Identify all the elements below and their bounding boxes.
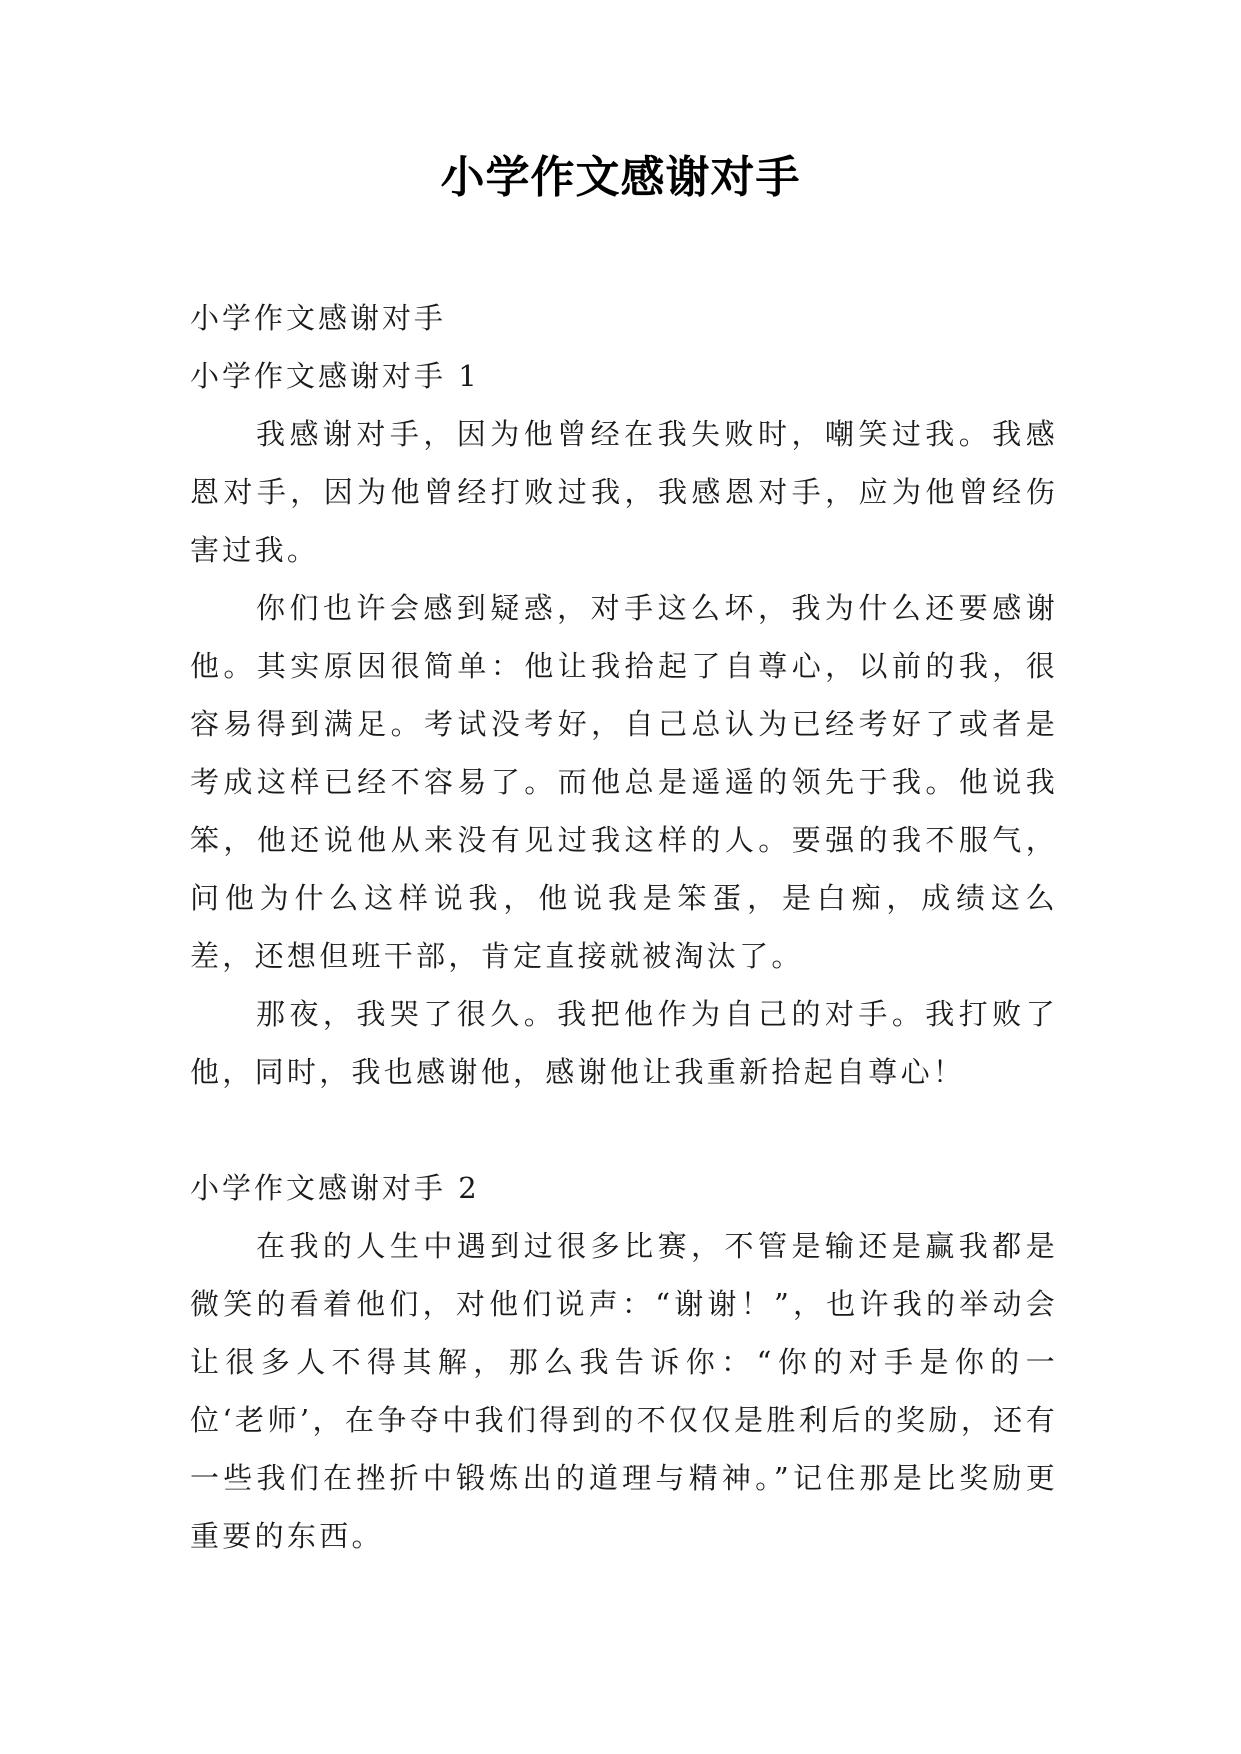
section-heading-2: 小学作文感谢对手 2 [190, 1171, 480, 1205]
section-2-paragraph-1: 在我的人生中遇到过很多比赛，不管是输还是赢我都是微笑的看着他们，对他们说声：“谢谢！”，也许我的举动会让很多人不得其解，那么我告诉你：“你的对手是你的一位‘老师’，在争夺中我们得到的不仅仅是胜利后的奖励，还有一些我们在挫折中锻炼出的道理与精神。”记住那是比奖励更重要的东西。 [190, 1229, 1058, 1553]
section-heading-1: 小学作文感谢对手 1 [190, 359, 480, 393]
section-spacer [190, 1101, 1058, 1159]
section-1-paragraph-3: 那夜，我哭了很久。我把他作为自己的对手。我打败了他，同时，我也感谢他，感谢他让我重新拾起自尊心！ [190, 997, 1058, 1089]
document-subtitle: 小学作文感谢对手 [190, 301, 447, 335]
section-1-paragraph-1: 我感谢对手，因为他曾经在我失败时，嘲笑过我。我感恩对手，因为他曾经打败过我，我感恩对手，应为他曾经伤害过我。 [190, 417, 1058, 567]
document-body [190, 289, 1058, 1565]
section-1-paragraph-2: 你们也许会感到疑惑，对手这么坏，我为什么还要感谢他。其实原因很简单：他让我拾起了自尊心，以前的我，很容易得到满足。考试没考好，自己总认为已经考好了或者是考成这样已经不容易了。而他总是遥遥的领先于我。他说我笨，他还说他从来没有见过我这样的人。要强的我不服气，问他为什么这样说我，他说我是笨蛋，是白痴，成绩这么差，还想但班干部，肯定直接就被淘汰了。 [190, 591, 1058, 973]
document-title: 小学作文感谢对手 [440, 152, 801, 203]
